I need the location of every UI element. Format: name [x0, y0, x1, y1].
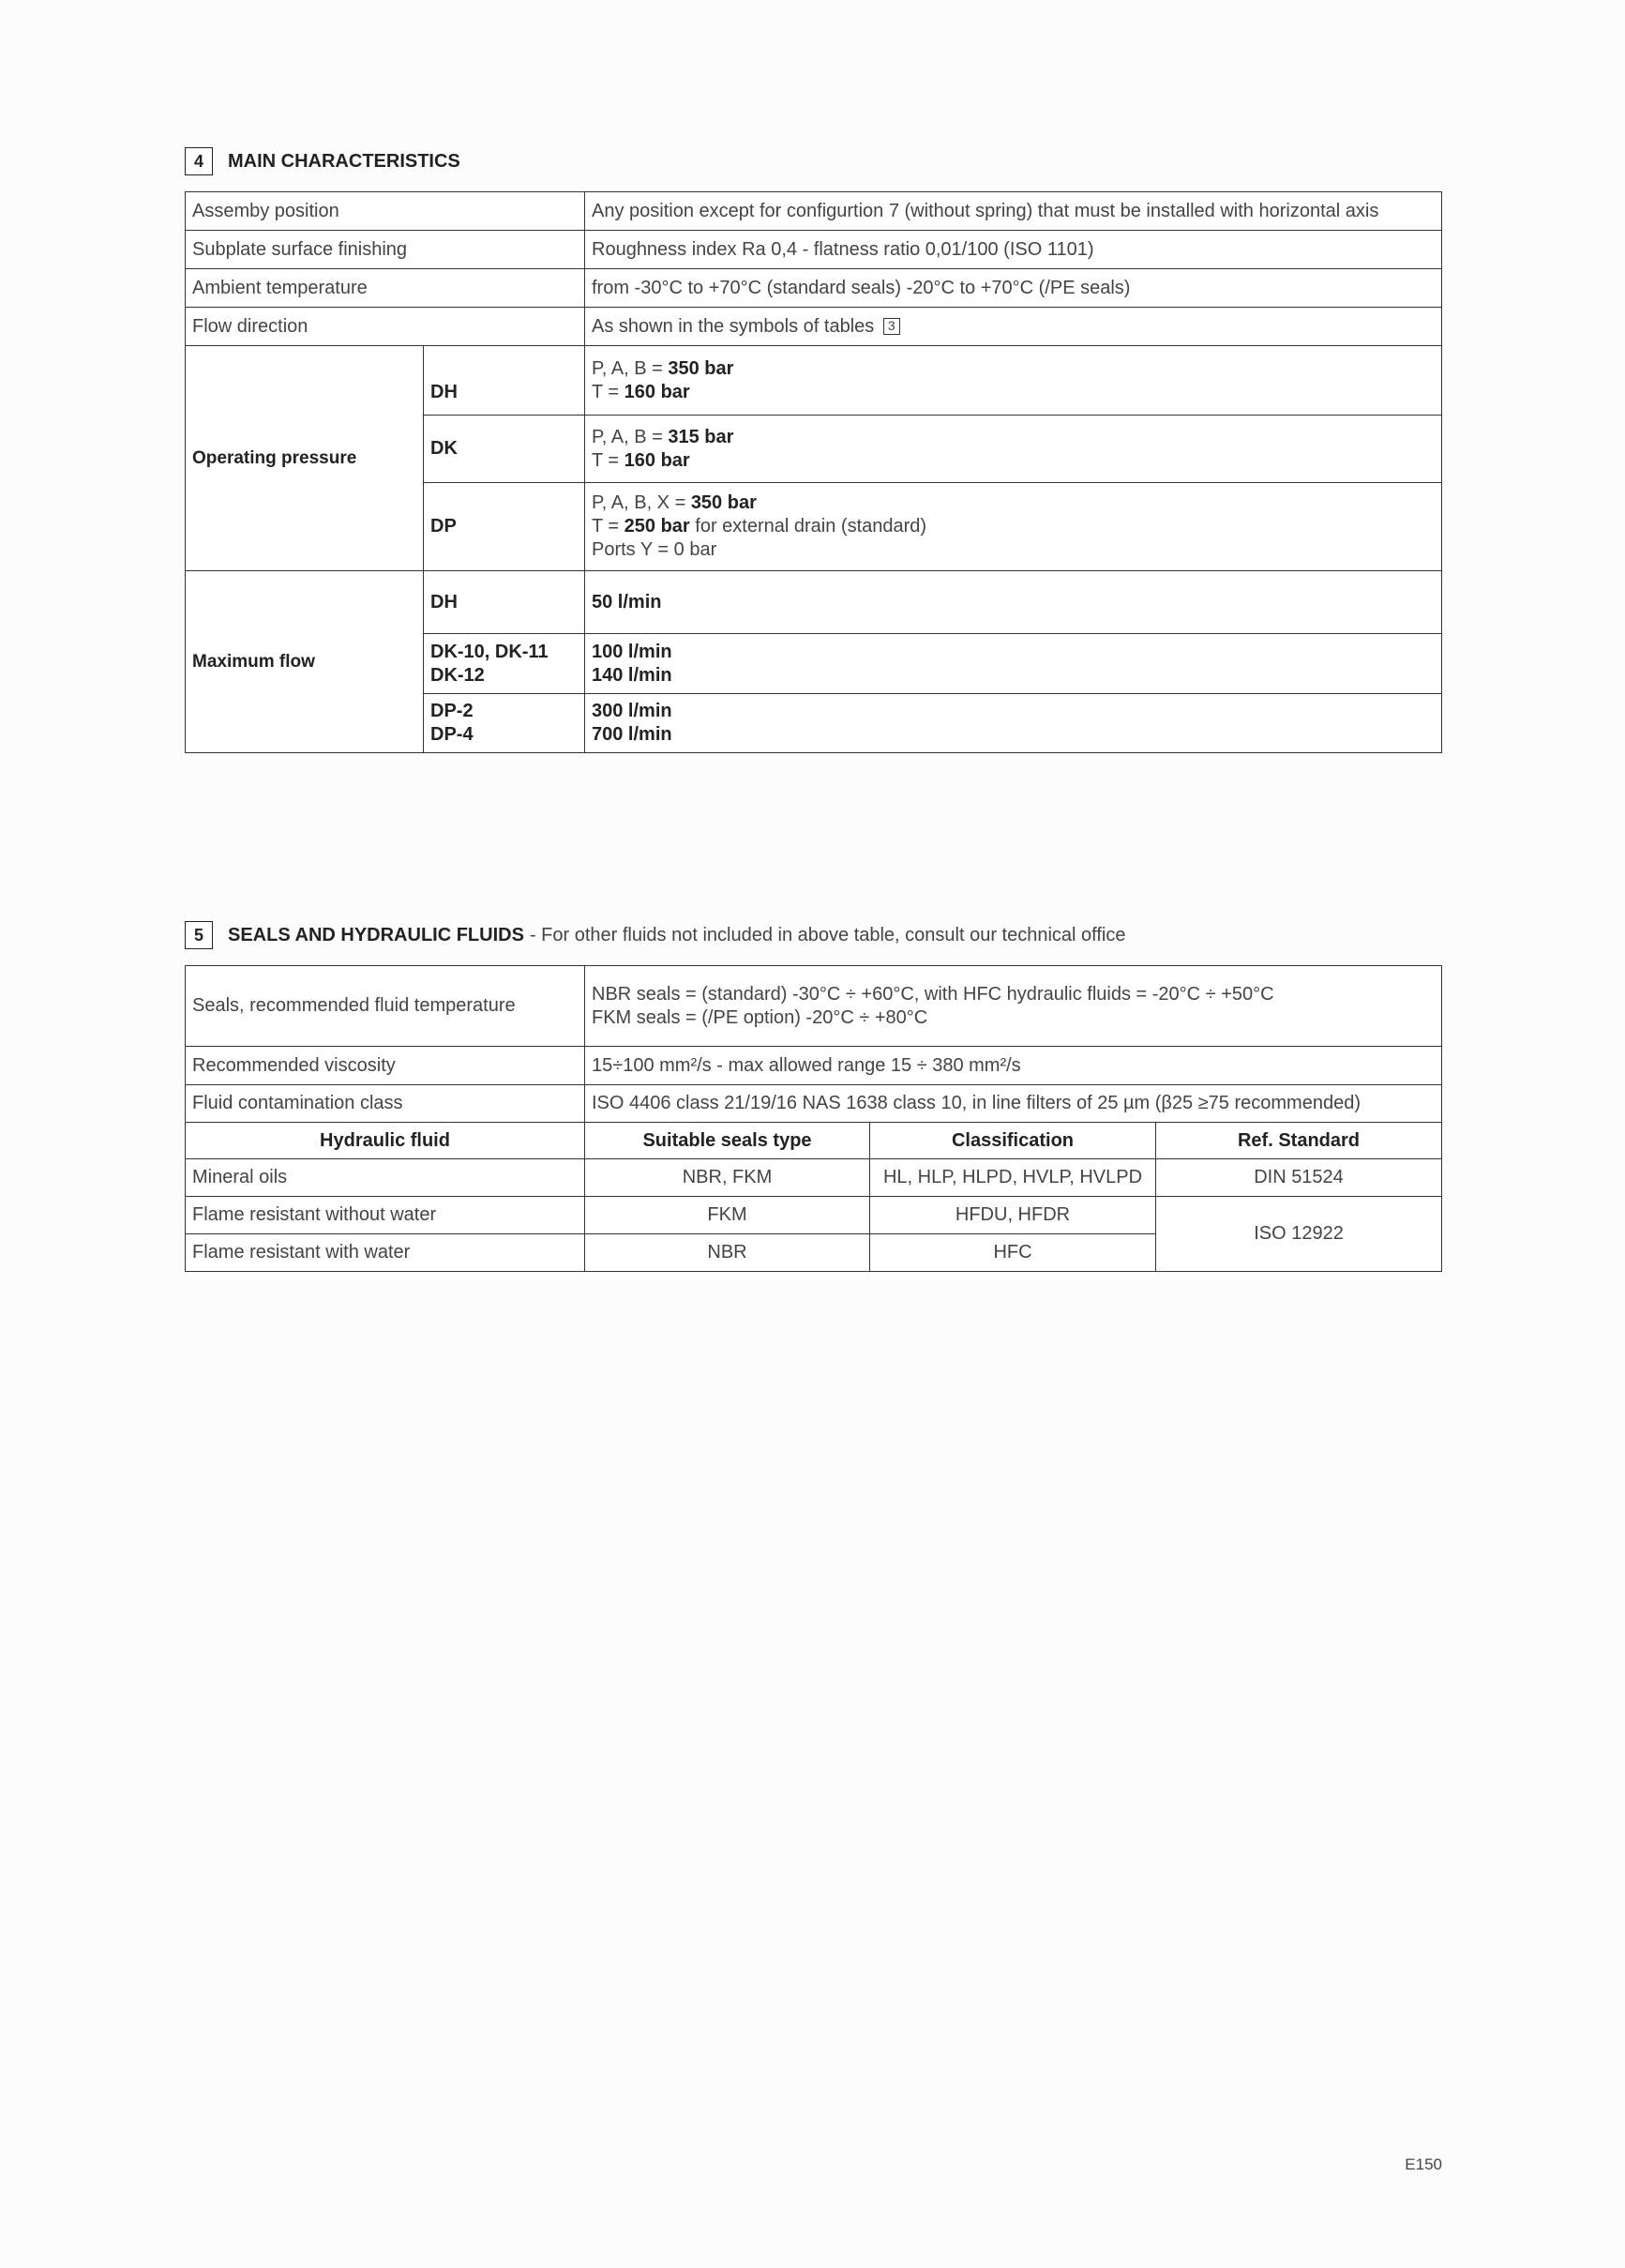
row-label: Assemby position: [186, 192, 585, 231]
table-row: [186, 1047, 1442, 1085]
table-row: [186, 269, 1442, 308]
standard-cell: ISO 12922: [1156, 1197, 1442, 1272]
table-reference-box: 3: [883, 318, 900, 335]
table-row: [186, 346, 1442, 416]
seals-cell: FKM: [585, 1197, 870, 1234]
operating-pressure-label: Operating pressure: [186, 346, 424, 571]
row-label: Fluid contamination class: [186, 1085, 585, 1123]
pressure-value: P, A, B, X = 350 bar T = 250 bar for external drain (standard) Ports Y = 0 bar: [585, 483, 1442, 571]
row-label: Recommended viscosity: [186, 1047, 585, 1085]
seals-cell: NBR: [585, 1234, 870, 1272]
table-row: [186, 231, 1442, 269]
column-header: Ref. Standard: [1156, 1123, 1442, 1159]
seals-cell: NBR, FKM: [585, 1159, 870, 1197]
table-row: [186, 966, 1442, 1047]
table-row: [186, 1085, 1442, 1123]
section-number: 5: [185, 921, 213, 949]
fluid-cell: Flame resistant without water: [186, 1197, 585, 1234]
flow-value: 50 l/min: [585, 571, 1442, 634]
row-label: Ambient temperature: [186, 269, 585, 308]
table-row: [186, 1159, 1442, 1197]
row-label: Subplate surface finishing: [186, 231, 585, 269]
table-row: [186, 571, 1442, 634]
section-title: SEALS AND HYDRAULIC FLUIDS: [228, 924, 524, 945]
row-label: Flow direction: [186, 308, 585, 346]
model-label: DK: [424, 416, 585, 483]
main-characteristics-table: [185, 191, 1442, 753]
classification-cell: HL, HLP, HLPD, HVLP, HVLPD: [870, 1159, 1156, 1197]
model-label: DK-10, DK-11 DK-12: [424, 634, 585, 694]
row-label: Seals, recommended fluid temperature: [186, 966, 585, 1047]
row-value: [585, 308, 1442, 346]
maximum-flow-label: Maximum flow: [186, 571, 424, 753]
pressure-value: P, A, B = 315 bar T = 160 bar: [585, 416, 1442, 483]
row-value-text: As shown in the symbols of tables: [592, 315, 875, 337]
seals-fluids-table: [185, 965, 1442, 1272]
column-header: Suitable seals type: [585, 1123, 870, 1159]
table-row: [186, 192, 1442, 231]
fluid-cell: Mineral oils: [186, 1159, 585, 1197]
model-label: DP-2 DP-4: [424, 694, 585, 753]
standard-cell: DIN 51524: [1156, 1159, 1442, 1197]
section-note: - For other fluids not included in above table, consult our technical office: [529, 924, 1126, 945]
section-5-header: [185, 921, 1126, 949]
column-header: Classification: [870, 1123, 1156, 1159]
flow-value: 100 l/min 140 l/min: [585, 634, 1442, 694]
table-row: [186, 308, 1442, 346]
fluid-cell: Flame resistant with water: [186, 1234, 585, 1272]
row-value: from -30°C to +70°C (standard seals) -20°C to +70°C (/PE seals): [585, 269, 1442, 308]
section-4-header: [185, 147, 460, 175]
row-value: ISO 4406 class 21/19/16 NAS 1638 class 10, in line filters of 25 µm (β25 ≥75 recommended): [585, 1085, 1442, 1123]
model-label: DH: [424, 346, 585, 416]
classification-cell: HFDU, HFDR: [870, 1197, 1156, 1234]
section-number: 4: [185, 147, 213, 175]
table-row: [186, 1197, 1442, 1234]
row-value: Roughness index Ra 0,4 - flatness ratio 0,01/100 (ISO 1101): [585, 231, 1442, 269]
column-header: Hydraulic fluid: [186, 1123, 585, 1159]
section-title: MAIN CHARACTERISTICS: [228, 150, 460, 172]
row-value: 15÷100 mm²/s - max allowed range 15 ÷ 380 mm²/s: [585, 1047, 1442, 1085]
model-label: DH: [424, 571, 585, 634]
table-header-row: [186, 1123, 1442, 1159]
row-value: NBR seals = (standard) -30°C ÷ +60°C, with HFC hydraulic fluids = -20°C ÷ +50°C FKM seals = (/PE option) -20°C ÷ +80°C: [585, 966, 1442, 1047]
flow-value: 300 l/min 700 l/min: [585, 694, 1442, 753]
row-value: Any position except for configurtion 7 (without spring) that must be installed with horizontal axis: [585, 192, 1442, 231]
page-code: E150: [1405, 2155, 1442, 2173]
classification-cell: HFC: [870, 1234, 1156, 1272]
model-label: DP: [424, 483, 585, 571]
pressure-value: P, A, B = 350 bar T = 160 bar: [585, 346, 1442, 416]
